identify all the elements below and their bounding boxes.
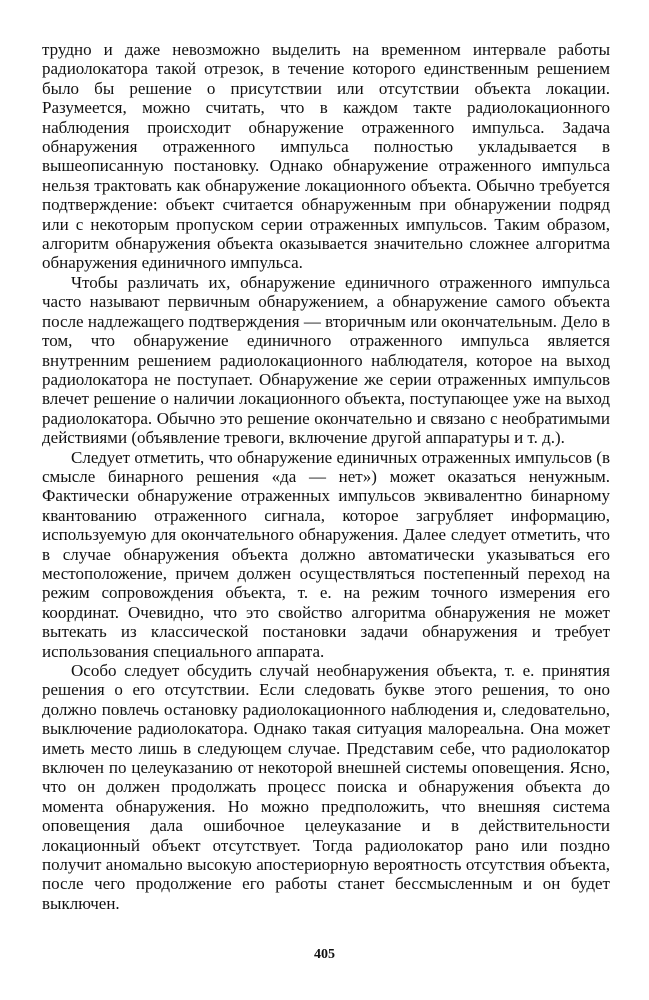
paragraph-primary-secondary-detection: Чтобы различать их, обнаружение единичного отраженного импульса часто называют первичным обнаружением, а обнаружение самого объекта после надлежащего подтверждения — вторичным или окончательным. Дело в том, что обнаружение единичного отраженного импульса является внутренним решением радиолокационного наблюдателя, которое на выход радиолокатора не поступает. Обнаружение же серии отраженных импульсов влечет решение о наличии локационного объекта, поступающее уже на выход радиолокатора. Обычно это решение окончательно и связано с необратимыми действиями (объявление тревоги, включение другой аппаратуры и т. д.). — [42, 272, 610, 448]
paragraph-binary-decision: Следует отметить, что обнаружение единичных отраженных импульсов (в смысле бинарного решения «да — нет») может оказаться ненужным. Фактически обнаружение отраженных импульсов эквивалентно бинарному квантованию отраженного сигнала, которое загрубляет информацию, используемую для окончательного обнаружения. Далее следует отметить, что в случае обнаружения объекта должно автоматически указываться его местоположение, причем должен осуществляться постепенный переход на режим сопровождения объекта, т. е. на режим точного измерения его координат. Очевидно, что это свойство алгоритма обнаружения не может вытекать из классической постановки задачи обнаружения и требует использования специального аппарата. — [42, 447, 610, 661]
body-text — [42, 40, 610, 913]
page-number: 405 — [314, 947, 335, 962]
paragraph-continued: трудно и даже невозможно выделить на временном интервале работы радиолокатора такой отрезок, в течение которого единственным решением было бы решение о присутствии или отсутствии объекта локации. Разумеется, можно считать, что в каждом такте радиолокационного наблюдения происходит обнаружение отраженного импульса. Задача обнаружения отраженного импульса полностью укладывается в вышеописанную постановку. Однако обнаружение отраженного импульса нельзя трактовать как обнаружение локационного объекта. Обычно требуется подтверждение: объект считается обнаруженным при обнаружении подряд или с некоторым пропуском серии отраженных импульсов. Таким образом, алгоритм обнаружения объекта оказывается значительно сложнее алгоритма обнаружения единичного импульса. — [42, 40, 610, 273]
paragraph-non-detection: Особо следует обсудить случай необнаружения объекта, т. е. принятия решения о его отсутствии. Если следовать букве этого решения, то оно должно повлечь остановку радиолокационного наблюдения и, следовательно, выключение радиолокатора. Однако такая ситуация малореальна. Она может иметь место лишь в следующем случае. Представим себе, что радиолокатор включен по целеуказанию от некоторой внешней системы оповещения. Ясно, что он должен продолжать процесс поиска и обнаружения объекта до момента обнаружения. Но можно предположить, что внешняя система оповещения дала ошибочное целеуказание и в действительности локационный объект отсутствует. Тогда радиолокатор рано или поздно получит аномально высокую апостериорную вероятность отсутствия объекта, после чего продолжение его работы станет бессмысленным и он будет выключен. — [42, 661, 610, 913]
